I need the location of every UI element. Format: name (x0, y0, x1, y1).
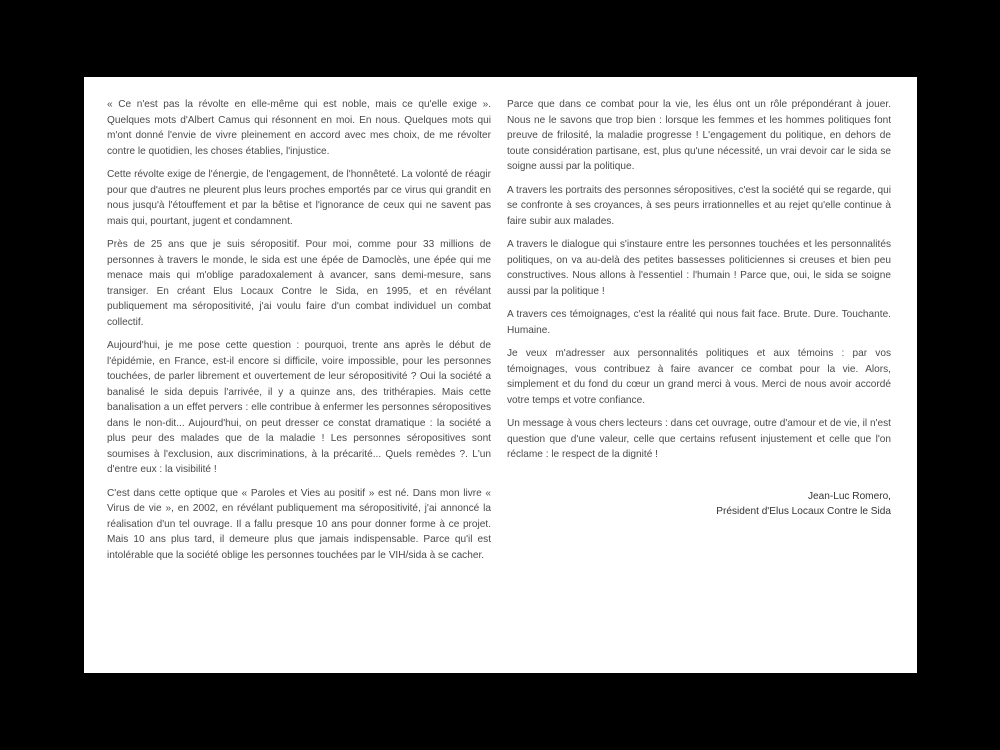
right-column (507, 97, 891, 520)
paragraph: Un message à vous chers lecteurs : dans cet ouvrage, outre d'amour et de vie, il n'est question que d'une valeur, celle que certains refusent injustement et celle que l'on réclame : le respect de la dignité ! (507, 418, 891, 460)
paragraph: Parce que dans ce combat pour la vie, les élus ont un rôle prépondérant à jouer. Nous ne le savons que trop bien : lorsque les femmes et les hommes politiques font preuve de frilosité, la maladie progresse ! L'engagement du politique, en dehors de toute considération partisane, est, plus qu'une nécessité, un vrai devoir car le sida se soigne aussi par la politique. (507, 99, 891, 172)
paragraph: Aujourd'hui, je me pose cette question : pourquoi, trente ans après le début de l'épidémie, en France, est-il encore si difficile, voire impossible, pour les personnes touchées, de parler librement et ouvertement de leur séropositivité ? Oui la société a banalisé le sida depuis l'arrivée, il y a quinze ans, des trithérapies. Mais cette banalisation a un effet pervers : elle contribue à enfermer les personnes séropositives dans le non-dit... Aujourd'hui, on peut dresser ce constat dramatique : la société a plus peur des malades que de la maladie ! Les personnes séropositives sont soumises à l'exclusion, aux discriminations, à la précarité... Quels remèdes ?. L'un d'entre eux : la visibilité ! (107, 340, 491, 475)
paragraph: A travers les portraits des personnes séropositives, c'est la société qui se regarde, qui se confronte à ses croyances, à ses peurs irrationnelles et au rejet qu'elle continue à faire subir aux malades. (507, 184, 891, 227)
paragraph: Je veux m'adresser aux personnalités politiques et aux témoins : par vos témoignages, vous contribuez à faire avancer ce combat pour la vie. Alors, simplement et du fond du cœur un grand merci à vous. Merci de nous avoir accordé votre temps et votre confiance. (507, 348, 891, 406)
paragraph: C'est dans cette optique que « Paroles et Vies au positif » est né. Dans mon livre « Virus de vie », en 2002, en révélant publiquement ma séropositivité, j'ai annoncé la réalisation d'un tel ouvrage. Il a fallu presque 10 ans pour donner forme à ce projet. Mais 10 ans plus tard, il demeure plus que jamais indispensable. Parce qu'il est intolérable que la société oblige les personnes touchées par le VIH/sida à se cacher. (107, 487, 491, 561)
signature-name: Jean-Luc Romero, (807, 490, 891, 502)
paragraph: « Ce n'est pas la révolte en elle-même qui est noble, mais ce qu'elle exige ». Quelques mots d'Albert Camus qui résonnent en moi. En nous. Quelques mots qui m'ont donné l'envie de vivre pleinement en accord avec mes choix, de me révolter contre le quotidien, les choses établies, l'injustice. (107, 99, 491, 157)
paragraph: A travers le dialogue qui s'instaure entre les personnes touchées et les personnalités politiques, on va au-delà des petites bassesses politiciennes si creuses et bien peu constructives. Nous allons à l'essentiel : l'humain ! Parce que, oui, le sida se soigne aussi par la politique ! (507, 239, 891, 297)
paragraph: Près de 25 ans que je suis séropositif. Pour moi, comme pour 33 millions de personnes à travers le monde, le sida est une épée de Damoclès, une épée qui me menace mais qui m'oblige paradoxalement à avancer, sans demi-mesure, sans transiger. En créant Elus Locaux Contre le Sida, en 1995, et en révélant publiquement ma séropositivité, j'ai voulu faire d'un combat individuel un combat collectif. (107, 239, 491, 328)
signature-block (507, 489, 891, 520)
document-page (84, 77, 917, 673)
signature-title: Président d'Elus Locaux Contre le Sida (716, 506, 891, 517)
left-column (107, 97, 491, 571)
paragraph: A travers ces témoignages, c'est la réalité qui nous fait face. Brute. Dure. Touchante. Humaine. (507, 309, 891, 336)
paragraph: Cette révolte exige de l'énergie, de l'engagement, de l'honnêteté. La volonté de réagir pour que d'autres ne pleurent plus leurs proches emportés par ce virus qui grandit en nous jusqu'à l'étouffement et par la bêtise et l'ignorance de ceux qui ne savent pas mais qui, pourtant, jugent et condamnent. (107, 169, 491, 227)
